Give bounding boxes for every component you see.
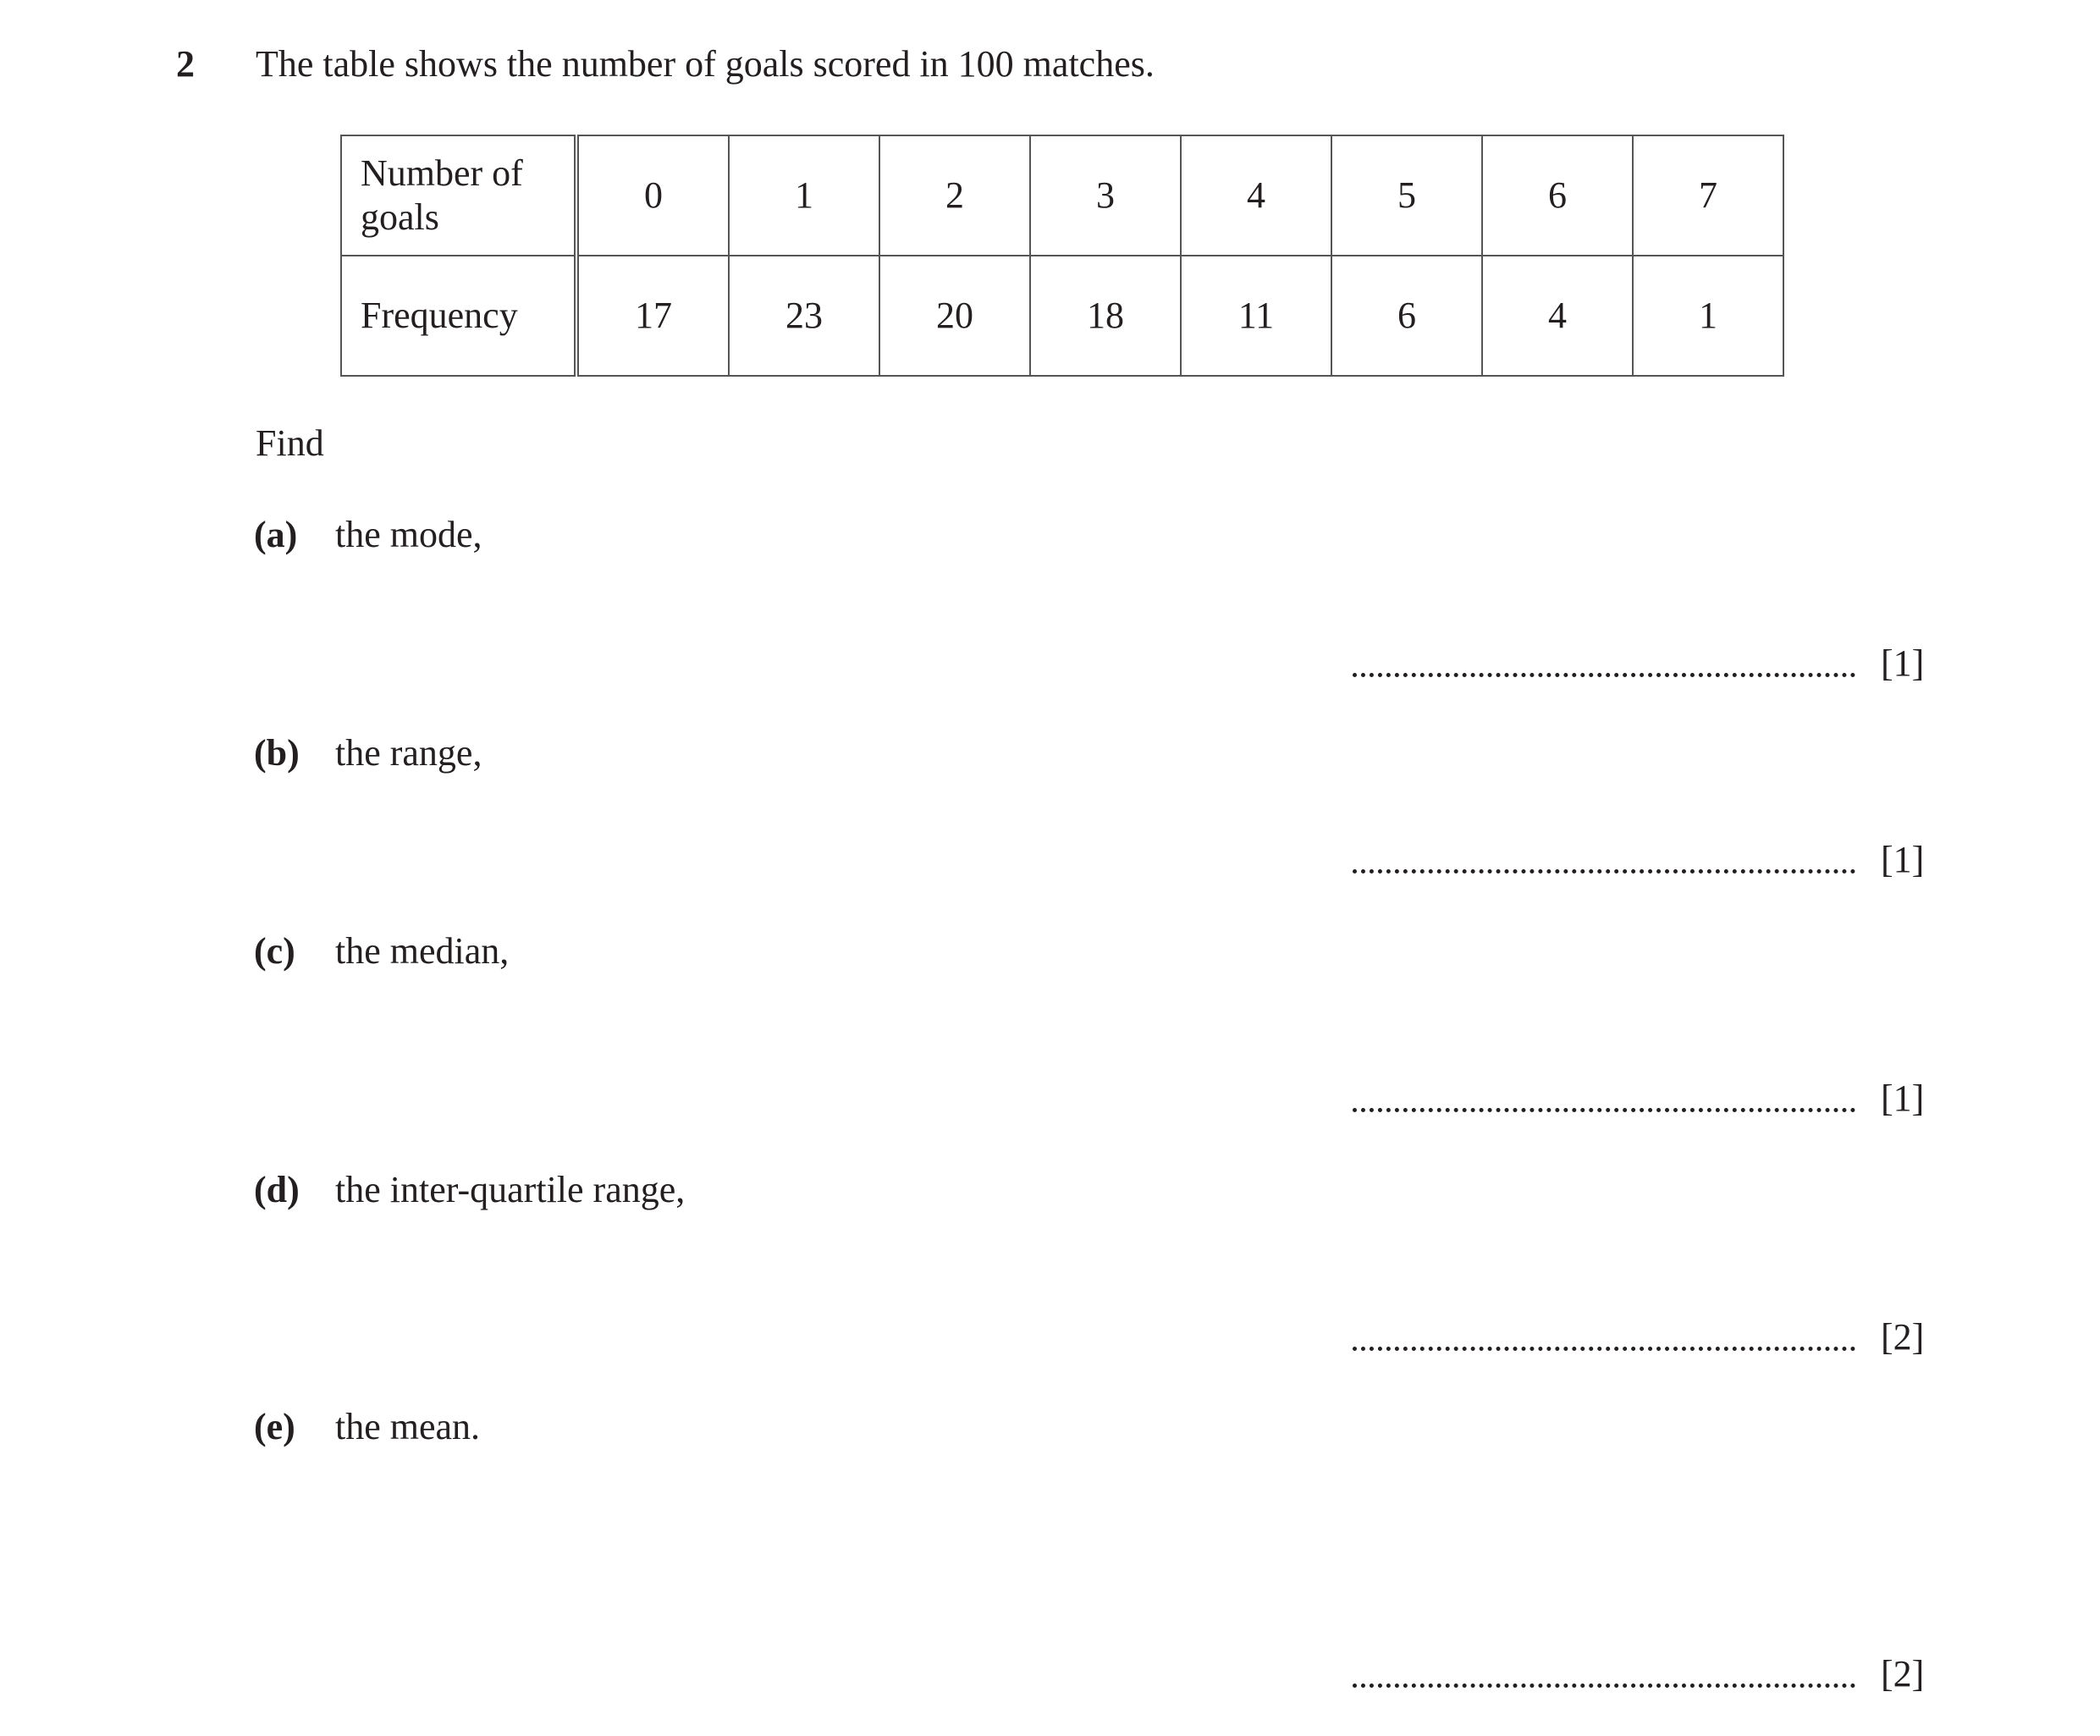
find-instruction: Find <box>256 422 324 464</box>
goals-cell: 7 <box>1633 135 1783 256</box>
answer-dotted-line[interactable] <box>1353 1342 1855 1351</box>
frequency-cell: 1 <box>1633 256 1783 376</box>
marks-label: [2] <box>1881 1653 1925 1695</box>
frequency-cell: 17 <box>576 256 729 376</box>
answer-dotted-line[interactable] <box>1353 1103 1855 1112</box>
frequency-cell: 23 <box>729 256 879 376</box>
part-label: (b) <box>254 732 300 774</box>
part-c <box>254 928 509 975</box>
marks-label: [1] <box>1881 1077 1925 1119</box>
part-label: (a) <box>254 514 298 555</box>
goals-frequency-table <box>340 135 1784 377</box>
answer-dotted-line[interactable] <box>1353 864 1855 874</box>
question-stem: The table shows the number of goals scored in 100 matches. <box>256 43 1155 85</box>
goals-cell: 1 <box>729 135 879 256</box>
answer-line-a[interactable] <box>1353 640 1928 687</box>
goals-row <box>341 135 1783 256</box>
frequency-cell: 6 <box>1331 256 1482 376</box>
answer-line-c[interactable] <box>1353 1075 1928 1122</box>
part-d <box>254 1166 685 1214</box>
answer-line-e[interactable] <box>1353 1651 1928 1698</box>
part-label: (e) <box>254 1406 295 1447</box>
part-text: the mode, <box>335 514 482 555</box>
answer-line-d[interactable] <box>1353 1314 1928 1361</box>
goals-cell: 6 <box>1482 135 1633 256</box>
goals-cell: 4 <box>1181 135 1331 256</box>
answer-line-b[interactable] <box>1353 836 1928 884</box>
part-a <box>254 511 482 559</box>
part-text: the mean. <box>335 1406 481 1447</box>
frequency-row <box>341 256 1783 376</box>
part-label: (c) <box>254 930 295 972</box>
part-label: (d) <box>254 1169 300 1210</box>
part-text: the inter-quartile range, <box>335 1169 686 1210</box>
goals-cell: 5 <box>1331 135 1482 256</box>
part-e <box>254 1403 480 1451</box>
row-header-frequency: Frequency <box>341 256 576 376</box>
goals-cell: 0 <box>576 135 729 256</box>
question-number: 2 <box>176 43 195 85</box>
goals-cell: 2 <box>879 135 1030 256</box>
frequency-cell: 18 <box>1030 256 1181 376</box>
frequency-cell: 11 <box>1181 256 1331 376</box>
marks-label: [1] <box>1881 642 1925 684</box>
marks-label: [1] <box>1881 839 1925 880</box>
goals-cell: 3 <box>1030 135 1181 256</box>
answer-dotted-line[interactable] <box>1353 668 1855 677</box>
part-text: the range, <box>335 732 482 774</box>
frequency-cell: 4 <box>1482 256 1633 376</box>
answer-dotted-line[interactable] <box>1353 1678 1855 1688</box>
frequency-cell: 20 <box>879 256 1030 376</box>
marks-label: [2] <box>1881 1316 1925 1358</box>
row-header-goals: Number of goals <box>341 135 576 256</box>
part-text: the median, <box>335 930 510 972</box>
part-b <box>254 730 482 777</box>
